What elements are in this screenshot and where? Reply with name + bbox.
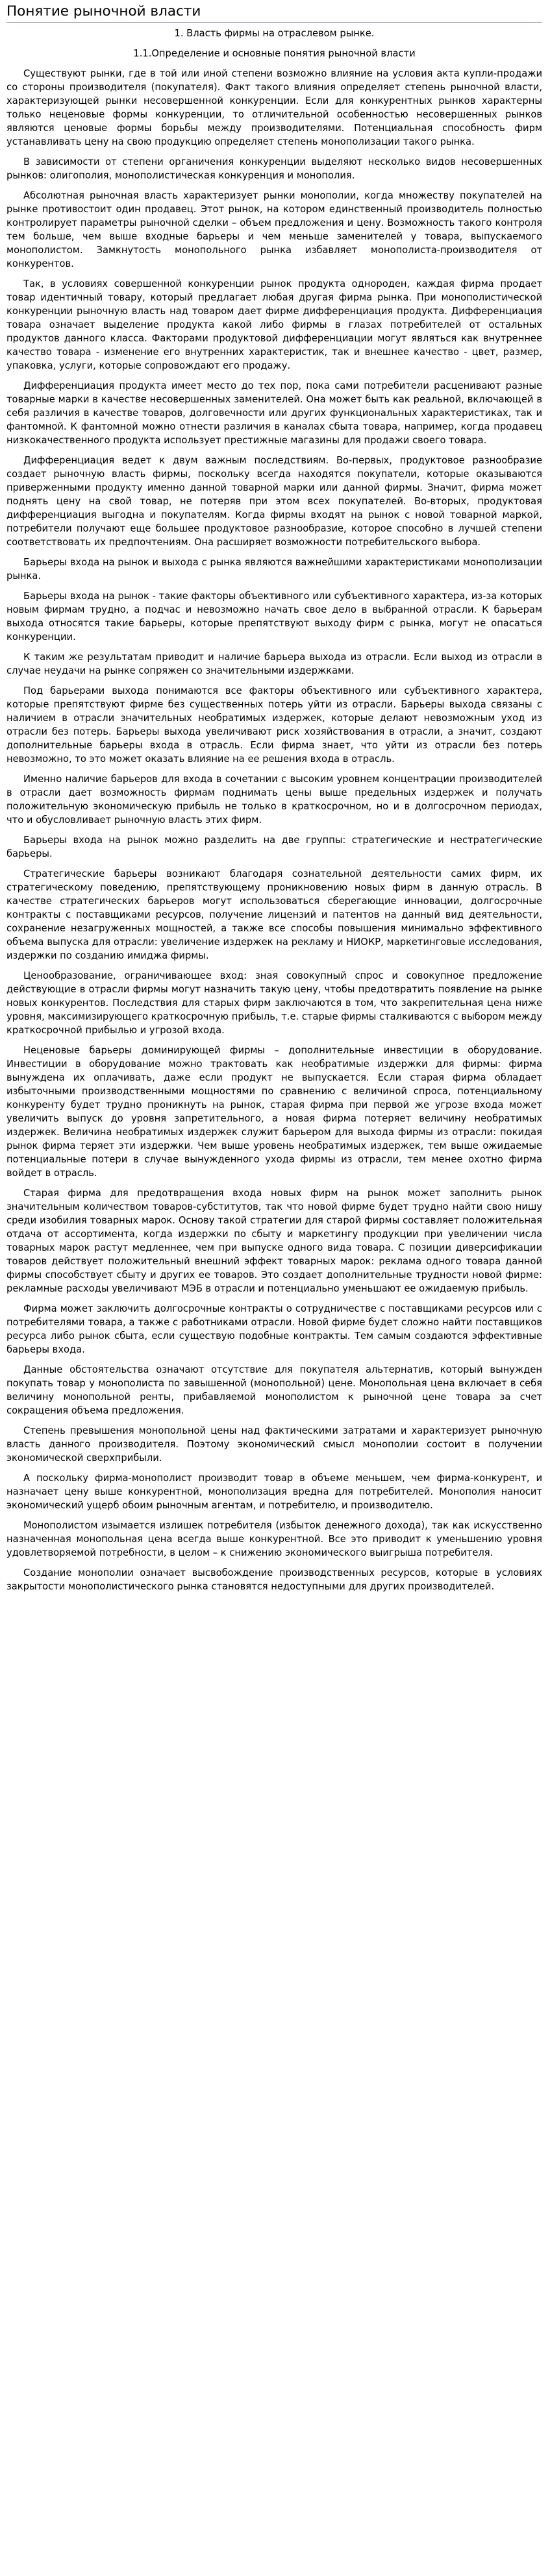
paragraph: К таким же результатам приводит и наличие барьера выхода из отрасли. Если выход из отрасли в случае неудачи на рынке сопряжен со значительными издержками. [6,652,542,676]
paragraph: Стратегические барьеры возникают благодаря сознательной деятельности самих фирм, их стратегическому поведению, препятствующему проникновению новых фирм в данную отрасль. В качестве стратегических барьеров могут использоваться сберегающие инновации, долгосрочные контракты с поставщиками ресурсов, получение лицензий и патентов на данный вид деятельности, сохранение незагруженных мощностей, а также все способы повышения минимально эффективного объема выпуска для отрасли: увеличение издержек на рекламу и НИОКР, маркетинговые исследования, издержки по созданию имиджа фирмы. [6,868,542,961]
paragraph: Фирма может заключить долгосрочные контракты о сотрудничестве с поставщиками ресурсов или с потребителями товара, а также с работниками отрасли. Новой фирме будет сложно найти поставщиков ресурса либо рынок сбыта, если существую подобные контракты. Тем самым создаются эффективные барьеры входа. [6,1303,542,1355]
paragraph: Под барьерами выхода понимаются все факторы объективного или субъективного характера, которые препятствуют фирме без существенных потерь уйти из отрасли. Барьеры выхода связаны с наличием в отрасли значительных необратимых издержек, которые делают невозможным уход из отрасли без потерь. Барьеры выхода увеличивают риск хозяйствования в отрасли, а значит, создают дополнительные барьеры входа в отрасль. Если фирма знает, что уйти из отрасли без потерь невозможно, то это может оказать влияние на ее решения входа в отрасль. [6,685,542,765]
paragraph: Абсолютная рыночная власть характеризует рынки монополии, когда множеству покупателей на рынке противостоит один продавец. Этот рынок, на котором единственный производитель полностью контролирует параметры рыночной сделки – объем предложения и цену. Возможность такого контроля тем больше, чем выше входные барьеры и чем меньше заменителей у товара, выпускаемого монополистом. Замкнутость монопольного рынка избавляет монополиста-производителя от конкурентов. [6,190,542,269]
paragraph: Дифференциация продукта имеет место до тех пор, пока сами потребители расценивают разные товарные марки в качестве несовершенных заменителей. Она может быть как реальной, включающей в себя различия в качестве товаров, долговечности или других функциональных характеристиках, так и фантомной. К фантомной можно отнести различия в каналах сбыта товара, например, когда продавец низкокачественного продукта использует престижные магазины для продажи своего товара. [6,380,542,446]
paragraph: Существуют рынки, где в той или иной степени возможно влияние на условия акта купли-продажи со стороны производителя (покупателя). Факт такого влияния определяет степень рыночной власти, характеризующей рынки несовершенной конкуренции. Если для конкурентных рынков характерны только неценовые формы конкуренции, то отличительной особенностью несовершенных рынков являются ценовые формы борьбы между производителями. Потенциальная способность фирм устанавливать цену на свою продукцию определяет степень монополизации такого рынка. [6,68,542,147]
paragraph: Создание монополии означает высвобождение производственных ресурсов, которые в условиях закрытости монополистического рынка становятся недоступными для других производителей. [6,1567,542,1592]
paragraph-list [6,67,542,1593]
paragraph: Ценообразование, ограничивающее вход: зная совокупный спрос и совокупное предложение действующие в отрасли фирмы могут назначить такую цену, чтобы предотвратить появление на рынке новых конкурентов. Последствия для старых фирм заключаются в том, что закрепительная цена ниже уровня, максимизирующего краткосрочную прибыль, т.е. старые фирмы сталкиваются с выбором между краткосрочной прибылью и угрозой входа. [6,970,542,1036]
paragraph: Старая фирма для предотвращения входа новых фирм на рынок может заполнить рынок значительным количеством товаров-субститутов, так что новой фирме будет трудно найти свою нишу среди изобилия товарных марок. Основу такой стратегии для старой фирмы составляет положительная отдача от ассортимента, когда издержки по сбыту и маркетингу продукции при увеличении числа товарных марок растут медленнее, чем при выпуске одного вида товара. С позиции диверсификации товаров действует положительный внешний эффект товарных марок: реклама одного товара данной фирмы способствует сбыту и других ее товаров. Это создает дополнительные трудности новой фирме: рекламные расходы увеличивают МЭБ в отрасли и потенциально уменьшают ее ожидаемую прибыль. [6,1188,542,1294]
paragraph: Неценовые барьеры доминирующей фирмы – дополнительные инвестиции в оборудование. Инвестиции в оборудование можно трактовать как необратимые издержки для фирмы: фирма вынуждена их оплачивать, даже если продукт не выпускается. Если старая фирма обладает избыточными производственными мощностями по сравнению с величиной спроса, потенциальному конкуренту будет трудно проникнуть на рынок, старая фирма при первой же угрозе входа может увеличить выпуск до уровня запретительного, а новая фирма потеряет величину необратимых издержек. Величина необратимых издержек служит барьером для выхода фирмы из отрасли: покидая рынок фирма теряет эти издержки. Чем выше уровень необратимых издержек, тем выше ожидаемые потенциальные потери в случае вынужденного ухода фирмы из отрасли, тем менее охотно фирма войдет в отрасль. [6,1045,542,1179]
paragraph: Степень превышения монопольной цены над фактическими затратами и характеризует рыночную власть данного производителя. Поэтому экономический смысл монополии состоит в получении экономической сверхприбыли. [6,1425,542,1464]
paragraph: А поскольку фирма-монополист производит товар в объеме меньшем, чем фирма-конкурент, и назначает цену выше конкурентной, монополизация вредна для потребителей. Монополия наносит экономический ущерб обоим рыночным агентам, и потребителю, и производителю. [6,1473,542,1511]
paragraph: Именно наличие барьеров для входа в сочетании с высоким уровнем концентрации производителей в отрасли дает возможность фирмам поднимать цены выше предельных издержек и получать положительную экономическую прибыль не только в краткосрочном, но и в долгосрочном периодах, что и обусловливает рыночную власть этих фирм. [6,774,542,826]
section-heading: 1. Власть фирмы на отраслевом рынке. [174,28,375,39]
document-title: Понятие рыночной власти [6,3,542,23]
paragraph: В зависимости от степени органичения конкуренции выделяют несколько видов несовершенных рынков: олигополия, монополистическая конкуренция и монополия. [6,156,542,181]
paragraph: Так, в условиях совершенной конкуренции рынок продукта однороден, каждая фирма продает товар идентичный товару, который предлагает любая другая фирма рынка. При монополистической конкуренции рыночную власть над товаром дает фирме дифференциация продукта. Дифференциация товара означает выделение продукта какой либо фирмы в глазах потребителей от остальных продуктов данного класса. Факторами продуктовой дифференциации могут являться как внутреннее качество товара - изменение его внутренних характеристик, так и внешнее качество - цвет, размер, упаковка, услуги, которые сопровождают его продажу. [6,278,542,371]
paragraph: Барьеры входа на рынок можно разделить на две группы: стратегические и нестратегические барьеры. [6,835,542,859]
paragraph: Дифференциация ведет к двум важным последствиям. Во-первых, продуктовое разнообразие создает рыночную власть фирмы, поскольку всегда находятся покупатели, которые оказываются приверженными продукту именно данной товарной марки или данной фирмы. Значит, фирма может поднять цену на свой товар, не потеряв при этом всех покупателей. Во-вторых, продуктовая дифференциация выгодна и покупателям. Когда фирмы входят на рынок с новой товарной маркой, потребители получают еще большее продуктовое разнообразие, которое способно в лучшей степени соответствовать их предпочтениям. Она расширяет возможности потребительского выбора. [6,455,542,548]
paragraph: Барьеры входа на рынок - такие факторы объективного или субъективного характера, из-за которых новым фирмам трудно, а подчас и невозможно начать свое дело в выбранной отрасли. К барьерам выхода относятся такие барьеры, которые препятствуют выходу фирм с рынка, могут не опасаться конкуренции. [6,591,542,643]
paragraph: Монополистом изымается излишек потребителя (избыток денежного дохода), так как искусственно назначенная монопольная цена всегда выше конкурентной. Все это приводит к уменьшению уровня удовлетворяемой потребности, в целом – к снижению экономического выигрыша потребителя. [6,1520,542,1558]
paragraph: Барьеры входа на рынок и выхода с рынка являются важнейшими характеристиками монополизации рынка. [6,557,542,582]
paragraph: Данные обстоятельства означают отсутствие для покупателя альтернатив, который вынужден покупать товар у монополиста по завышенной (монопольной) цене. Монопольная цена включает в себя величину монопольной ренты, прибавляемой монополистом к рыночной цене товара за счет сокращения объема предложения. [6,1364,542,1416]
subsection-heading: 1.1.Определение и основные понятия рыночной власти [133,48,416,59]
